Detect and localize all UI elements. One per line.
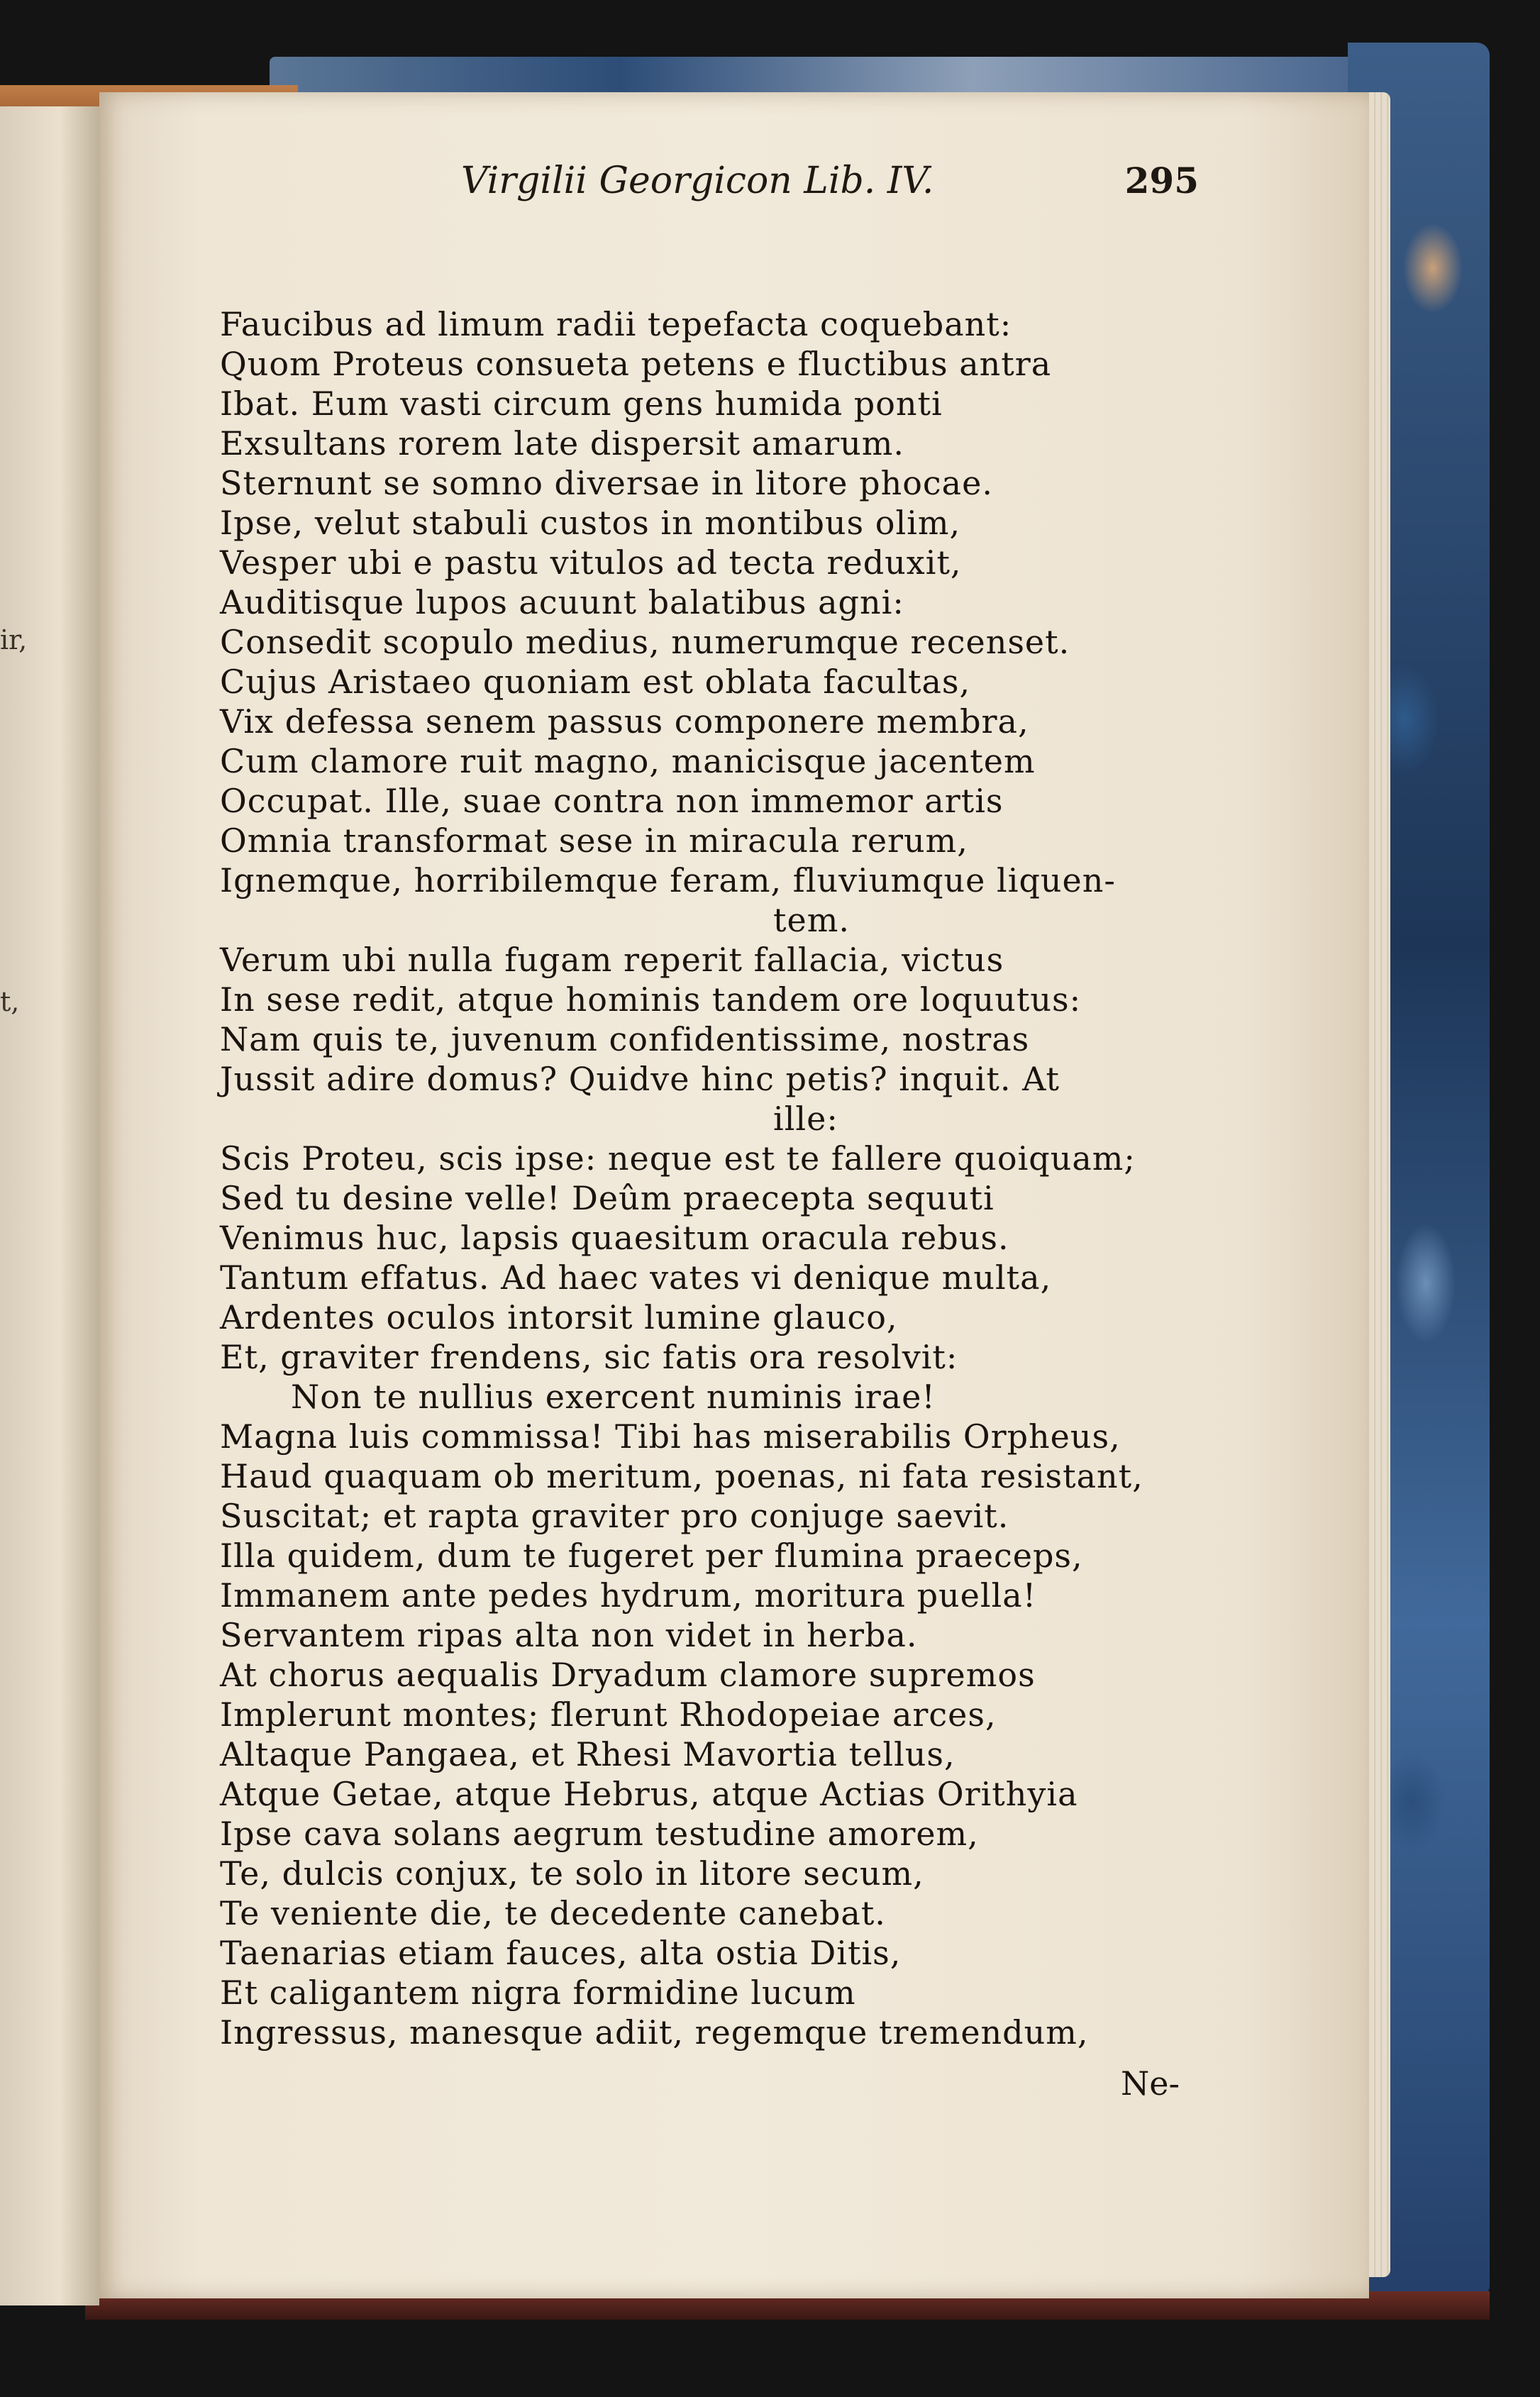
verse-line: Verum ubi nulla fugam reperit fallacia, victus (220, 941, 1004, 979)
verse-line: Illa quidem, dum te fugeret per flumina praeceps, (220, 1537, 1083, 1575)
verse-line: Ibat. Eum vasti circum gens humida ponti (220, 384, 943, 423)
verse-line: Magna luis commissa! Tibi has miserabilis Orpheus, (220, 1417, 1121, 1456)
verse-line: Jussit adire domus? Quidve hinc petis? inquit. At (220, 1060, 1060, 1098)
running-title: Virgilii Georgicon Lib. IV. (461, 160, 934, 202)
verse-line: Suscitat; et rapta graviter pro conjuge saevit. (220, 1497, 1009, 1535)
verse-line: Et, graviter frendens, sic fatis ora resolvit: (220, 1338, 958, 1376)
verse-line: In sese redit, atque hominis tandem ore loquutus: (220, 980, 1082, 1019)
verse-line: Auditisque lupos acuunt balatibus agni: (220, 583, 904, 621)
facing-page-fragment: t, (0, 986, 20, 1017)
verse-line: Nam quis te, juvenum confidentissime, nostras (220, 1020, 1030, 1058)
verse-line: Occupat. Ille, suae contra non immemor artis (220, 782, 1004, 820)
verse-line: Scis Proteu, scis ipse: neque est te fallere quoiquam; (220, 1139, 1136, 1178)
verse-line: Taenarias etiam fauces, alta ostia Ditis, (220, 1934, 902, 1972)
verse-line: Ipse, velut stabuli custos in montibus olim, (220, 504, 961, 542)
facing-page-fragment: ir, (0, 624, 28, 655)
verse-line: Et caligantem nigra formidine lucum (220, 1973, 856, 2012)
verse-line: Te, dulcis conjux, te solo in litore secum, (220, 1854, 924, 1893)
verse-line: Cum clamore ruit magno, manicisque jacentem (220, 742, 1036, 780)
verse-line: Haud quaquam ob meritum, poenas, ni fata resistant, (220, 1457, 1143, 1495)
verse-line: Tantum effatus. Ad haec vates vi denique multa, (220, 1258, 1052, 1297)
running-head (362, 160, 1199, 216)
verse-line: Sed tu desine velle! Deûm praecepta sequuti (220, 1179, 995, 1217)
catchword: Ne- (1121, 2064, 1180, 2103)
page-number: 295 (1124, 160, 1199, 201)
verse-line-continuation: tem. (773, 901, 850, 939)
verse-line: Te veniente die, te decedente canebat. (220, 1894, 886, 1932)
verse-line: Ipse cava solans aegrum testudine amorem, (220, 1815, 979, 1853)
verse-line: Faucibus ad limum radii tepefacta coquebant: (220, 305, 1012, 343)
verse-line-indented: Non te nullius exercent numinis irae! (291, 1378, 936, 1416)
verse-line: Ardentes oculos intorsit lumine glauco, (220, 1298, 898, 1336)
verse-line: Vix defessa senem passus componere membra, (220, 702, 1029, 741)
verse-line: Ingressus, manesque adiit, regemque tremendum, (220, 2013, 1089, 2052)
verse-line: Exsultans rorem late dispersit amarum. (220, 424, 905, 463)
verse-line: Implerunt montes; flerunt Rhodopeiae arces, (220, 1695, 997, 1734)
verse-line: At chorus aequalis Dryadum clamore supremos (220, 1656, 1036, 1694)
facing-page (0, 106, 99, 2305)
verse-line: Ignemque, horribilemque feram, fluviumque liquen- (220, 861, 1116, 899)
verse-line: Omnia transformat sese in miracula rerum, (220, 821, 968, 860)
verse-line: Quom Proteus consueta petens e fluctibus antra (220, 345, 1052, 383)
verse-line: Venimus huc, lapsis quaesitum oracula rebus. (220, 1219, 1009, 1257)
verse-line: Cujus Aristaeo quoniam est oblata facultas, (220, 663, 971, 701)
verse-line-continuation: ille: (773, 1100, 838, 1138)
verse-line: Sternunt se somno diversae in litore phocae. (220, 464, 993, 502)
verse-line: Altaque Pangaea, et Rhesi Mavortia tellus, (220, 1735, 955, 1773)
verse-line: Servantem ripas alta non videt in herba. (220, 1616, 918, 1654)
verse-line: Immanem ante pedes hydrum, moritura puella! (220, 1576, 1037, 1615)
verse-line: Consedit scopulo medius, numerumque recenset. (220, 623, 1070, 661)
verse-line: Vesper ubi e pastu vitulos ad tecta reduxit, (220, 543, 962, 582)
verse-line: Atque Getae, atque Hebrus, atque Actias Orithyia (220, 1775, 1078, 1813)
